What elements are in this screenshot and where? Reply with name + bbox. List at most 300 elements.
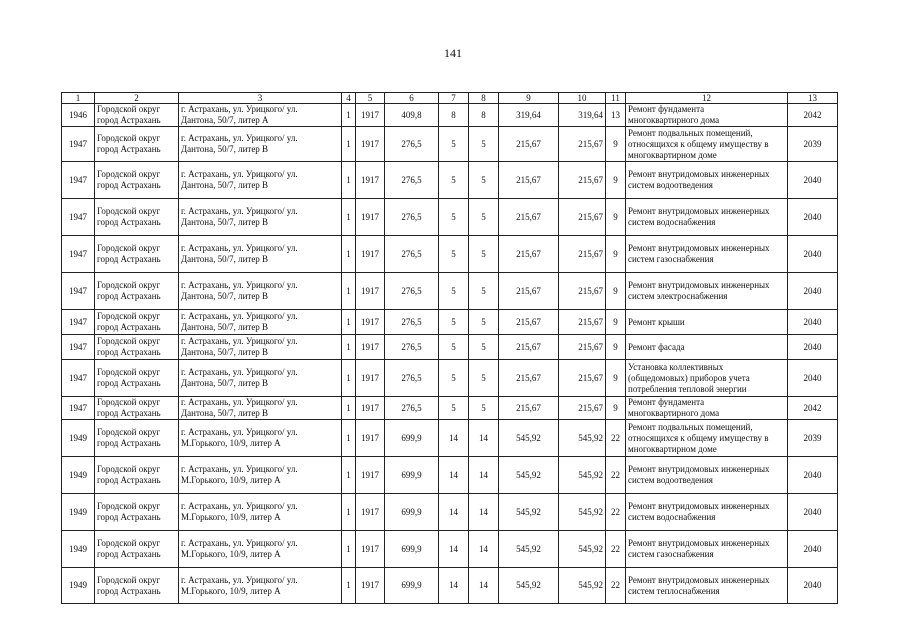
municipality-cell <box>95 162 179 199</box>
col11-cell: 13 <box>606 104 626 127</box>
col9-cell: 319,64 <box>499 104 559 127</box>
col10-cell: 215,67 <box>559 360 606 397</box>
col6-cell: 276,5 <box>385 397 439 420</box>
col8-cell: 14 <box>469 531 499 568</box>
address-cell <box>179 335 342 360</box>
address-cell-line: г. Астрахань, ул. Урицкого/ ул. <box>181 367 298 377</box>
table-row <box>62 397 838 420</box>
work-type-line: Ремонт фундамента <box>628 397 705 407</box>
address-cell <box>179 420 342 457</box>
municipality-cell <box>95 457 179 494</box>
address-cell-line: г. Астрахань, ул. Урицкого/ ул. <box>181 427 298 437</box>
work-type-line: Ремонт внутридомовых инженерных <box>628 501 770 511</box>
municipality-cell-line: город Астрахань <box>97 347 161 357</box>
address-cell-line: г. Астрахань, ул. Урицкого/ ул. <box>181 169 298 179</box>
municipality-cell <box>95 420 179 457</box>
col8-cell: 5 <box>469 162 499 199</box>
table-row <box>62 127 838 162</box>
work-type-line: систем теплоснабжения <box>628 585 720 596</box>
work-type-cell <box>626 104 788 127</box>
col8-cell: 5 <box>469 310 499 335</box>
municipality-cell <box>95 199 179 236</box>
municipality-cell-line: Городской округ <box>97 311 161 321</box>
year-built-cell: 1917 <box>356 531 385 568</box>
work-type-line: Ремонт внутридомовых инженерных <box>628 464 770 474</box>
header-cell: 5 <box>356 93 385 104</box>
municipality-cell <box>95 335 179 360</box>
work-type-cell <box>626 568 788 604</box>
work-type-line: систем водоотведения <box>628 475 713 485</box>
col9-cell: 215,67 <box>499 335 559 360</box>
col10-cell: 215,67 <box>559 310 606 335</box>
page-number: 141 <box>444 46 462 60</box>
col10-cell: 215,67 <box>559 273 606 310</box>
col6-cell: 699,9 <box>385 457 439 494</box>
work-type-line: (общедомовых) приборов учета <box>628 372 750 383</box>
col8-cell: 14 <box>469 568 499 604</box>
municipality-cell <box>95 236 179 273</box>
col8-cell: 14 <box>469 494 499 531</box>
work-type-line: относящихся к общему имуществу в <box>628 432 769 443</box>
planned-year-cell: 2040 <box>788 273 838 310</box>
col8-cell: 8 <box>469 104 499 127</box>
municipality-cell-line: Городской округ <box>97 243 161 253</box>
work-type-line: потребления тепловой энергии <box>628 383 747 394</box>
address-cell-line: Дантона, 50/7, литер В <box>181 378 269 388</box>
address-cell-line: Дантона, 50/7, литер В <box>181 217 269 227</box>
address-cell-line: г. Астрахань, ул. Урицкого/ ул. <box>181 464 298 474</box>
planned-year-cell: 2040 <box>788 531 838 568</box>
municipality-cell <box>95 568 179 604</box>
address-cell <box>179 531 342 568</box>
municipality-cell <box>95 127 179 162</box>
row-number-cell: 1947 <box>62 236 95 273</box>
municipality-cell <box>95 310 179 335</box>
col7-cell: 5 <box>439 360 469 397</box>
table-row <box>62 457 838 494</box>
work-type-cell <box>626 310 788 335</box>
work-type-line: Ремонт внутридомовых инженерных <box>628 243 770 253</box>
address-cell-line: Дантона, 50/7, литер В <box>181 180 269 190</box>
municipality-cell-line: город Астрахань <box>97 475 161 485</box>
address-cell-line: Дантона, 50/7, литер А <box>181 115 269 125</box>
work-type-cell <box>626 360 788 397</box>
municipality-cell-line: Городской округ <box>97 501 161 511</box>
year-built-cell: 1917 <box>356 104 385 127</box>
work-type-line: Ремонт внутридомовых инженерных <box>628 280 770 290</box>
municipality-cell-line: Городской округ <box>97 464 161 474</box>
work-type-cell <box>626 335 788 360</box>
header-cell: 2 <box>95 93 179 104</box>
row-number-cell: 1947 <box>62 397 95 420</box>
col6-cell: 276,5 <box>385 199 439 236</box>
col7-cell: 14 <box>439 420 469 457</box>
planned-year-cell: 2039 <box>788 420 838 457</box>
row-number-cell: 1947 <box>62 199 95 236</box>
col11-cell: 9 <box>606 236 626 273</box>
col11-cell: 9 <box>606 199 626 236</box>
row-number-cell: 1949 <box>62 494 95 531</box>
planned-year-cell: 2040 <box>788 310 838 335</box>
col10-cell: 215,67 <box>559 335 606 360</box>
col6-cell: 276,5 <box>385 127 439 162</box>
row-number-cell: 1946 <box>62 104 95 127</box>
planned-year-cell: 2040 <box>788 360 838 397</box>
row-number-cell: 1947 <box>62 273 95 310</box>
row-number-cell: 1947 <box>62 310 95 335</box>
work-type-line: Ремонт фундамента <box>628 104 705 114</box>
address-cell-line: Дантона, 50/7, литер В <box>181 254 269 264</box>
col4-cell: 1 <box>342 360 356 397</box>
address-cell-line: М.Горького, 10/9, литер А <box>181 438 281 448</box>
municipality-cell-line: город Астрахань <box>97 585 161 596</box>
municipality-cell-line: Городской округ <box>97 169 161 179</box>
col6-cell: 276,5 <box>385 273 439 310</box>
col8-cell: 5 <box>469 273 499 310</box>
municipality-cell-line: Городской округ <box>97 367 161 377</box>
year-built-cell: 1917 <box>356 236 385 273</box>
header-cell: 7 <box>439 93 469 104</box>
col11-cell: 9 <box>606 162 626 199</box>
work-type-line: Ремонт внутридомовых инженерных <box>628 169 770 179</box>
col9-cell: 215,67 <box>499 310 559 335</box>
col8-cell: 5 <box>469 236 499 273</box>
col10-cell: 215,67 <box>559 127 606 162</box>
work-type-line: систем водоснабжения <box>628 217 716 227</box>
col6-cell: 699,9 <box>385 531 439 568</box>
row-number-cell: 1949 <box>62 568 95 604</box>
col10-cell: 545,92 <box>559 568 606 604</box>
col9-cell: 545,92 <box>499 568 559 604</box>
col7-cell: 5 <box>439 162 469 199</box>
col9-cell: 215,67 <box>499 127 559 162</box>
row-number-cell: 1947 <box>62 335 95 360</box>
municipality-cell <box>95 494 179 531</box>
municipality-cell-line: Городской округ <box>97 427 161 437</box>
work-type-line: многоквартирного дома <box>628 408 720 418</box>
col4-cell: 1 <box>342 127 356 162</box>
municipality-cell-line: город Астрахань <box>97 512 161 522</box>
header-cell: 4 <box>342 93 356 104</box>
municipality-cell <box>95 397 179 420</box>
address-cell-line: г. Астрахань, ул. Урицкого/ ул. <box>181 501 298 511</box>
work-type-cell <box>626 273 788 310</box>
address-cell-line: Дантона, 50/7, литер В <box>181 144 269 154</box>
col8-cell: 14 <box>469 457 499 494</box>
col7-cell: 5 <box>439 273 469 310</box>
col11-cell: 9 <box>606 397 626 420</box>
work-type-line: Установка коллективных <box>628 361 724 372</box>
address-cell <box>179 236 342 273</box>
col7-cell: 14 <box>439 457 469 494</box>
address-cell-line: г. Астрахань, ул. Урицкого/ ул. <box>181 336 298 346</box>
municipality-cell-line: Городской округ <box>97 574 161 585</box>
work-type-line: Ремонт подвальных помещений, <box>628 421 753 432</box>
table-row <box>62 494 838 531</box>
row-number-cell: 1947 <box>62 360 95 397</box>
row-number-cell: 1949 <box>62 420 95 457</box>
municipality-cell-line: город Астрахань <box>97 378 161 388</box>
col4-cell: 1 <box>342 199 356 236</box>
col11-cell: 22 <box>606 420 626 457</box>
table-row <box>62 199 838 236</box>
work-type-line: Ремонт внутридомовых инженерных <box>628 206 770 216</box>
col7-cell: 5 <box>439 397 469 420</box>
address-cell-line: г. Астрахань, ул. Урицкого/ ул. <box>181 311 298 321</box>
work-type-line: систем электроснабжения <box>628 291 728 301</box>
table-row <box>62 568 838 604</box>
year-built-cell: 1917 <box>356 568 385 604</box>
col10-cell: 319,64 <box>559 104 606 127</box>
col10-cell: 215,67 <box>559 162 606 199</box>
table-row <box>62 104 838 127</box>
header-row <box>62 93 838 104</box>
address-cell-line: М.Горького, 10/9, литер А <box>181 585 281 596</box>
address-cell <box>179 273 342 310</box>
header-cell: 12 <box>626 93 788 104</box>
col7-cell: 5 <box>439 310 469 335</box>
col4-cell: 1 <box>342 568 356 604</box>
year-built-cell: 1917 <box>356 494 385 531</box>
col6-cell: 409,8 <box>385 104 439 127</box>
municipality-cell-line: город Астрахань <box>97 217 161 227</box>
municipality-cell-line: Городской округ <box>97 104 161 114</box>
address-cell <box>179 162 342 199</box>
planned-year-cell: 2040 <box>788 457 838 494</box>
col4-cell: 1 <box>342 531 356 568</box>
col9-cell: 545,92 <box>499 420 559 457</box>
table-row <box>62 310 838 335</box>
col11-cell: 9 <box>606 360 626 397</box>
work-type-line: Ремонт крыши <box>628 316 685 327</box>
col4-cell: 1 <box>342 104 356 127</box>
municipality-cell <box>95 104 179 127</box>
municipality-cell-line: город Астрахань <box>97 322 161 332</box>
work-type-cell <box>626 162 788 199</box>
work-type-line: систем водоснабжения <box>628 512 716 522</box>
planned-year-cell: 2042 <box>788 397 838 420</box>
col7-cell: 5 <box>439 199 469 236</box>
col7-cell: 14 <box>439 531 469 568</box>
municipality-cell-line: Городской округ <box>97 206 161 216</box>
col7-cell: 5 <box>439 127 469 162</box>
planned-year-cell: 2042 <box>788 104 838 127</box>
municipality-cell-line: город Астрахань <box>97 408 161 418</box>
municipality-cell <box>95 273 179 310</box>
row-number-cell: 1947 <box>62 162 95 199</box>
col8-cell: 5 <box>469 360 499 397</box>
year-built-cell: 1917 <box>356 420 385 457</box>
table-row <box>62 273 838 310</box>
work-type-cell <box>626 531 788 568</box>
col6-cell: 699,9 <box>385 420 439 457</box>
year-built-cell: 1917 <box>356 335 385 360</box>
header-cell: 13 <box>788 93 838 104</box>
work-type-line: систем газоснабжения <box>628 549 714 559</box>
planned-year-cell: 2040 <box>788 494 838 531</box>
address-cell-line: Дантона, 50/7, литер В <box>181 291 269 301</box>
year-built-cell: 1917 <box>356 457 385 494</box>
work-type-line: Ремонт внутридомовых инженерных <box>628 538 770 548</box>
col6-cell: 276,5 <box>385 310 439 335</box>
municipality-cell-line: Городской округ <box>97 336 161 346</box>
col4-cell: 1 <box>342 397 356 420</box>
row-number-cell: 1949 <box>62 531 95 568</box>
work-type-cell <box>626 127 788 162</box>
col9-cell: 545,92 <box>499 531 559 568</box>
col11-cell: 22 <box>606 457 626 494</box>
col4-cell: 1 <box>342 494 356 531</box>
table-row <box>62 335 838 360</box>
table-row <box>62 531 838 568</box>
table-row <box>62 162 838 199</box>
header-cell: 1 <box>62 93 95 104</box>
planned-year-cell: 2040 <box>788 162 838 199</box>
municipality-cell-line: город Астрахань <box>97 291 161 301</box>
work-type-line: многоквартирном доме <box>628 149 717 160</box>
col6-cell: 276,5 <box>385 335 439 360</box>
col7-cell: 8 <box>439 104 469 127</box>
col10-cell: 545,92 <box>559 457 606 494</box>
col10-cell: 545,92 <box>559 531 606 568</box>
col7-cell: 5 <box>439 335 469 360</box>
col11-cell: 9 <box>606 273 626 310</box>
col6-cell: 276,5 <box>385 162 439 199</box>
municipality-cell-line: город Астрахань <box>97 438 161 448</box>
year-built-cell: 1917 <box>356 397 385 420</box>
col11-cell: 22 <box>606 568 626 604</box>
col4-cell: 1 <box>342 420 356 457</box>
col6-cell: 276,5 <box>385 236 439 273</box>
municipality-cell-line: Городской округ <box>97 397 161 407</box>
col7-cell: 14 <box>439 494 469 531</box>
col10-cell: 215,67 <box>559 397 606 420</box>
col6-cell: 699,9 <box>385 568 439 604</box>
address-cell-line: Дантона, 50/7, литер В <box>181 347 269 357</box>
municipality-cell-line: город Астрахань <box>97 254 161 264</box>
table-row <box>62 236 838 273</box>
col4-cell: 1 <box>342 273 356 310</box>
address-cell-line: г. Астрахань, ул. Урицкого/ ул. <box>181 206 298 216</box>
col11-cell: 9 <box>606 310 626 335</box>
planned-year-cell: 2040 <box>788 568 838 604</box>
col9-cell: 215,67 <box>499 162 559 199</box>
year-built-cell: 1917 <box>356 199 385 236</box>
address-cell <box>179 457 342 494</box>
address-cell <box>179 310 342 335</box>
work-type-line: Ремонт подвальных помещений, <box>628 127 753 138</box>
address-cell <box>179 199 342 236</box>
planned-year-cell: 2040 <box>788 335 838 360</box>
col6-cell: 276,5 <box>385 360 439 397</box>
municipality-cell-line: Городской округ <box>97 133 161 143</box>
work-type-line: относящихся к общему имуществу в <box>628 138 769 149</box>
col9-cell: 215,67 <box>499 236 559 273</box>
col10-cell: 215,67 <box>559 199 606 236</box>
work-type-cell <box>626 236 788 273</box>
col9-cell: 545,92 <box>499 457 559 494</box>
address-cell <box>179 104 342 127</box>
planned-year-cell: 2039 <box>788 127 838 162</box>
address-cell-line: М.Горького, 10/9, литер А <box>181 549 281 559</box>
work-type-cell <box>626 494 788 531</box>
col4-cell: 1 <box>342 335 356 360</box>
work-type-cell <box>626 457 788 494</box>
row-number-cell: 1949 <box>62 457 95 494</box>
col7-cell: 14 <box>439 568 469 604</box>
col9-cell: 215,67 <box>499 360 559 397</box>
col11-cell: 22 <box>606 531 626 568</box>
col10-cell: 545,92 <box>559 420 606 457</box>
municipality-cell-line: город Астрахань <box>97 549 161 559</box>
municipality-cell <box>95 531 179 568</box>
address-cell-line: М.Горького, 10/9, литер А <box>181 475 281 485</box>
header-cell: 9 <box>499 93 559 104</box>
municipality-cell-line: город Астрахань <box>97 115 161 125</box>
municipality-cell <box>95 360 179 397</box>
address-cell-line: г. Астрахань, ул. Урицкого/ ул. <box>181 104 298 114</box>
register-table <box>61 92 838 604</box>
work-type-line: систем водоотведения <box>628 180 713 190</box>
address-cell <box>179 360 342 397</box>
col9-cell: 545,92 <box>499 494 559 531</box>
work-type-cell <box>626 397 788 420</box>
table-row <box>62 420 838 457</box>
col9-cell: 215,67 <box>499 397 559 420</box>
address-cell <box>179 397 342 420</box>
col8-cell: 5 <box>469 199 499 236</box>
col11-cell: 9 <box>606 335 626 360</box>
year-built-cell: 1917 <box>356 310 385 335</box>
planned-year-cell: 2040 <box>788 199 838 236</box>
header-cell: 6 <box>385 93 439 104</box>
address-cell-line: Дантона, 50/7, литер В <box>181 408 269 418</box>
year-built-cell: 1917 <box>356 360 385 397</box>
work-type-line: многоквартирного дома <box>628 115 720 125</box>
address-cell <box>179 494 342 531</box>
header-cell: 10 <box>559 93 606 104</box>
col11-cell: 22 <box>606 494 626 531</box>
year-built-cell: 1917 <box>356 273 385 310</box>
municipality-cell-line: Городской округ <box>97 280 161 290</box>
year-built-cell: 1917 <box>356 162 385 199</box>
work-type-line: Ремонт фасада <box>628 341 685 352</box>
address-cell-line: г. Астрахань, ул. Урицкого/ ул. <box>181 280 298 290</box>
address-cell-line: г. Астрахань, ул. Урицкого/ ул. <box>181 538 298 548</box>
col6-cell: 699,9 <box>385 494 439 531</box>
col9-cell: 215,67 <box>499 273 559 310</box>
address-cell-line: М.Горького, 10/9, литер А <box>181 512 281 522</box>
col4-cell: 1 <box>342 310 356 335</box>
work-type-line: многоквартирном доме <box>628 443 717 454</box>
municipality-cell-line: город Астрахань <box>97 144 161 154</box>
col4-cell: 1 <box>342 162 356 199</box>
address-cell-line: Дантона, 50/7, литер В <box>181 322 269 332</box>
col10-cell: 545,92 <box>559 494 606 531</box>
header-cell: 8 <box>469 93 499 104</box>
col10-cell: 215,67 <box>559 236 606 273</box>
col8-cell: 5 <box>469 335 499 360</box>
address-cell-line: г. Астрахань, ул. Урицкого/ ул. <box>181 243 298 253</box>
address-cell-line: г. Астрахань, ул. Урицкого/ ул. <box>181 574 298 585</box>
planned-year-cell: 2040 <box>788 236 838 273</box>
col8-cell: 5 <box>469 397 499 420</box>
year-built-cell: 1917 <box>356 127 385 162</box>
address-cell <box>179 127 342 162</box>
col4-cell: 1 <box>342 236 356 273</box>
col8-cell: 5 <box>469 127 499 162</box>
col8-cell: 14 <box>469 420 499 457</box>
